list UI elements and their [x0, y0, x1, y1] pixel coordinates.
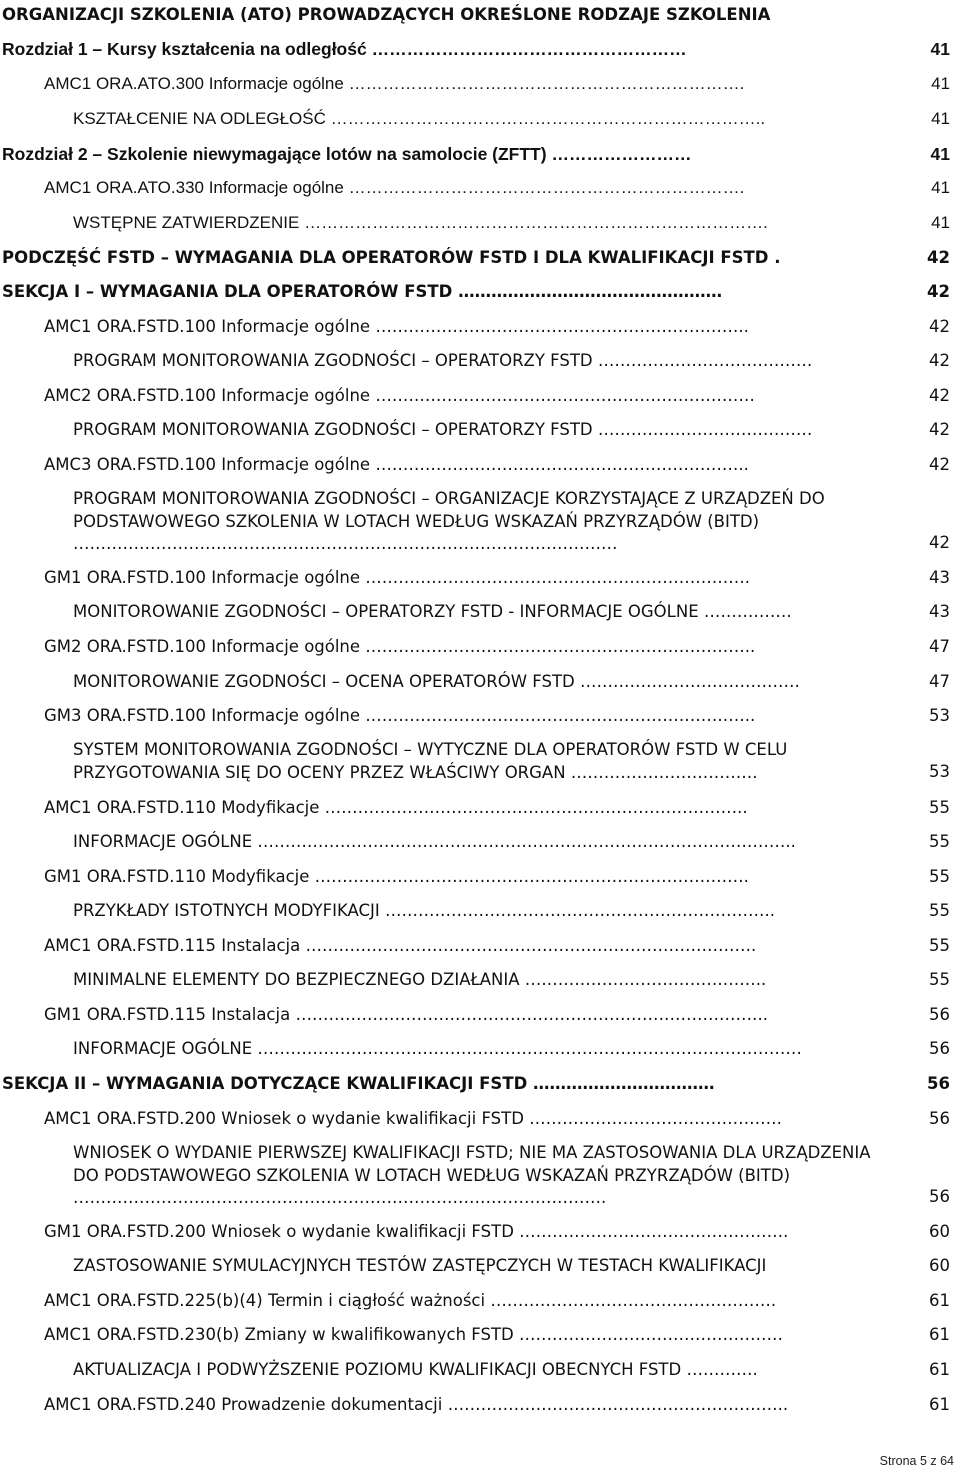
toc-page-number: 55 [929, 832, 950, 851]
toc-leader: …………………………………………………………….. [379, 901, 775, 920]
toc-leader: ………………………………………………………………………….. [290, 1005, 768, 1024]
toc-leader: ………………………………………. [523, 1109, 782, 1128]
toc-entry-text: AMC3 ORA.FSTD.100 Informacje ogólne [44, 455, 371, 474]
toc-leader: ……………………………………………………………. [343, 74, 745, 93]
toc-leader: …………………… [546, 144, 692, 164]
toc-page-number: 42 [929, 455, 950, 474]
toc-page-number: 55 [929, 970, 950, 989]
toc-leader: ……………. [698, 602, 792, 621]
toc-entry-text: PODCZĘŚĆ FSTD – WYMAGANIA DLA OPERATORÓW FSTD I DLA KWALIFIKACJI FSTD . [2, 248, 781, 267]
toc-leader: …………………………………. [574, 672, 800, 691]
toc-entry-text: AMC1 ORA.FSTD.110 Modyfikacje [44, 798, 320, 817]
toc-entry-text: WNIOSEK O WYDANIE PIERWSZEJ KWALIFIKACJI FSTD; NIE MA ZASTOSOWANIA DLA URZĄDZENIA DO PODSTAWOWEGO SZKOLENIA W LOTACH WEDŁUG WSKAZAŃ PRZYRZĄDÓW (BITD) [73, 1143, 871, 1185]
toc-page-number: 53 [929, 762, 950, 781]
toc-entry-text: SYSTEM MONITOROWANIA ZGODNOŚCI – WYTYCZNE DLA OPERATORÓW FSTD W CELU PRZYGOTOWANIA SIĘ DO OCENY PRZEZ WŁAŚCIWY ORGAN [73, 740, 788, 782]
toc-entry-text: MONITOROWANIE ZGODNOŚCI – OPERATORZY FSTD - INFORMACJE OGÓLNE [73, 602, 699, 621]
toc-leader: …………………………… [527, 1074, 715, 1093]
toc-page-number: 56 [929, 1039, 950, 1058]
toc-leader: …………………………………….. [519, 970, 767, 989]
page-indicator: Strona 5 z 64 [879, 1454, 954, 1468]
toc-entry-text: GM1 ORA.FSTD.200 Wniosek o wydanie kwalifikacji FSTD [44, 1222, 514, 1241]
toc-page-number: 42 [929, 317, 950, 336]
toc-entry-text: AMC1 ORA.FSTD.225(b)(4) Termin i ciągłość ważności [44, 1291, 486, 1310]
toc-entry-text: AMC2 ORA.FSTD.100 Informacje ogólne [44, 386, 371, 405]
toc-leader: …………………………………………………….. [442, 1395, 789, 1414]
toc-leader: …………………………………………………………….. [360, 706, 756, 725]
toc-entry-text: AMC1 ORA.FSTD.230(b) Zmiany w kwalifikowanych FSTD [44, 1325, 514, 1344]
toc-entry-text: PRZYKŁADY ISTOTNYCH MODYFIKACJI [73, 901, 380, 920]
toc-page-number: 56 [929, 1187, 950, 1206]
toc-entry-text: SEKCJA II – WYMAGANIA DOTYCZĄCE KWALIFIKACJI FSTD [2, 1074, 528, 1093]
toc-entry-text: ORGANIZACJI SZKOLENIA (ATO) PROWADZĄCYCH OKREŚLONE RODZAJE SZKOLENIA [2, 5, 771, 24]
toc-entry-text: AMC1 ORA.FSTD.100 Informacje ogólne [44, 317, 371, 336]
toc-entry-text: AMC1 ORA.ATO.330 Informacje ogólne [44, 178, 344, 197]
toc-entry-text: GM1 ORA.FSTD.110 Modyfikacje [44, 867, 310, 886]
toc-page-number: 43 [929, 602, 950, 621]
toc-entry-text: INFORMACJE OGÓLNE [73, 832, 253, 851]
toc-page-number: 56 [929, 1109, 950, 1128]
toc-page-number: 42 [929, 533, 950, 552]
toc-entry-text: AMC1 ORA.ATO.300 Informacje ogólne [44, 74, 344, 93]
toc-leader: ………………………………………………………………………. [300, 936, 757, 955]
toc-page-number: 55 [929, 901, 950, 920]
toc-page-number: 61 [929, 1395, 950, 1414]
toc-page-number: 61 [929, 1360, 950, 1379]
toc-page-number: 55 [929, 936, 950, 955]
toc-leader: ……………………………………………. [485, 1291, 777, 1310]
toc-leader: …………………………………………………………….. [360, 637, 756, 656]
toc-page-number: 43 [929, 568, 950, 587]
toc-leader: ………………………………… [592, 420, 813, 439]
toc-leader: ……………………………………………………………………………………. [73, 1188, 607, 1207]
toc-leader: …………………………………………. [513, 1222, 789, 1241]
toc-leader: ………………………………………………………………….. [319, 798, 748, 817]
toc-leader: ………………………………………… [452, 282, 723, 301]
toc-entry-text: INFORMACJE OGÓLNE [73, 1039, 253, 1058]
toc-entry-text: KSZTAŁCENIE NA ODLEGŁOŚĆ [73, 109, 326, 128]
toc-entry-text: GM2 ORA.FSTD.100 Informacje ogólne [44, 637, 361, 656]
toc-leader: ……………………………………………… [366, 39, 687, 59]
toc-page-number: 61 [929, 1325, 950, 1344]
toc-page-number: 47 [929, 672, 950, 691]
toc-leader: ……………………………………………………………………. [309, 867, 749, 886]
toc-entry-text: AMC1 ORA.FSTD.240 Prowadzenie dokumentacji [44, 1395, 443, 1414]
toc-page-number: 55 [929, 798, 950, 817]
toc-page-number: 42 [929, 420, 950, 439]
toc-leader: ……………………………………………………………. [343, 178, 745, 197]
toc-page-number: 41 [931, 213, 950, 232]
toc-page-number: 42 [929, 351, 950, 370]
toc-leader: ………………………………………………………………….. [325, 109, 766, 128]
toc-page-number: 42 [929, 386, 950, 405]
page-footer [880, 1454, 954, 1468]
toc-page-number: 60 [929, 1256, 950, 1275]
toc-page-number: 56 [929, 1005, 950, 1024]
toc-page-number: 47 [929, 637, 950, 656]
toc-entry-text: MONITOROWANIE ZGODNOŚCI – OCENA OPERATORÓW FSTD [73, 672, 575, 691]
toc-entry-text: AMC1 ORA.FSTD.115 Instalacja [44, 936, 301, 955]
toc-page-number: 61 [929, 1291, 950, 1310]
toc-leader: ………………………………… [592, 351, 813, 370]
toc-page-number: 41 [930, 39, 950, 59]
toc-entry-text: AKTUALIZACJA I PODWYŻSZENIE POZIOMU KWALIFIKACJI OBECNYCH FSTD [73, 1360, 682, 1379]
toc-leader: ……………………………………………………………………………………… [73, 534, 618, 553]
toc-leader: …………………………………………………………………………………….. [252, 832, 796, 851]
toc-entry-text: PROGRAM MONITOROWANIA ZGODNOŚCI – ORGANIZACJE KORZYSTAJĄCE Z URZĄDZEŃ DO PODSTAWOWEGO SZKOLENIA W LOTACH WEDŁUG WSKAZAŃ PRZYRZĄDÓW (BITD) [73, 489, 825, 531]
toc-entry-text: GM1 ORA.FSTD.100 Informacje ogólne [44, 568, 361, 587]
toc-leader: ……………………………………………………………. [360, 568, 751, 587]
toc-entry-text: WSTĘPNE ZATWIERDZENIE [73, 213, 300, 232]
toc-entry-text: AMC1 ORA.FSTD.200 Wniosek o wydanie kwalifikacji FSTD [44, 1109, 524, 1128]
toc-page-number: 41 [930, 144, 950, 164]
toc-leader: ……………………………………………………………………………………… [252, 1039, 802, 1058]
toc-page-number: 41 [931, 109, 950, 128]
toc-entry-text: GM3 ORA.FSTD.100 Informacje ogólne [44, 706, 361, 725]
toc-page-number: 60 [929, 1222, 950, 1241]
toc-page-number: 41 [931, 74, 950, 93]
toc-leader: …………. [681, 1360, 758, 1379]
toc-entry-text: GM1 ORA.FSTD.115 Instalacja [44, 1005, 291, 1024]
toc-page-number: 42 [927, 282, 950, 301]
toc-leader: ………………………………………………………………………. [299, 213, 768, 232]
toc-leader: ………………………………………… [513, 1325, 783, 1344]
toc-page-number: 55 [929, 867, 950, 886]
toc-entry-text: PROGRAM MONITOROWANIA ZGODNOŚCI – OPERATORZY FSTD [73, 351, 593, 370]
toc-entry-text: MINIMALNE ELEMENTY DO BEZPIECZNEGO DZIAŁANIA [73, 970, 520, 989]
toc-page-number: 56 [927, 1074, 950, 1093]
toc-entry-text: PROGRAM MONITOROWANIA ZGODNOŚCI – OPERATORZY FSTD [73, 420, 593, 439]
toc-entry-text: SEKCJA I – WYMAGANIA DLA OPERATORÓW FSTD [2, 282, 453, 301]
toc-leader: ………………………………………………………….. [370, 455, 749, 474]
toc-entry-text: Rozdział 2 – Szkolenie niewymagające lotów na samolocie (ZFTT) [2, 144, 547, 164]
toc-leader: ………………………………………………………….. [370, 317, 749, 336]
toc-page-number: 53 [929, 706, 950, 725]
toc-leader: …………………………………………………………… [370, 386, 755, 405]
toc-page-number: 42 [927, 248, 950, 267]
toc-entry-text: Rozdział 1 – Kursy kształcenia na odległość [2, 39, 367, 59]
toc-page-number: 41 [931, 178, 950, 197]
toc-leader: ……………………………. [565, 762, 758, 782]
toc-entry-text: ZASTOSOWANIE SYMULACYJNYCH TESTÓW ZASTĘPCZYCH W TESTACH KWALIFIKACJI [73, 1256, 767, 1275]
